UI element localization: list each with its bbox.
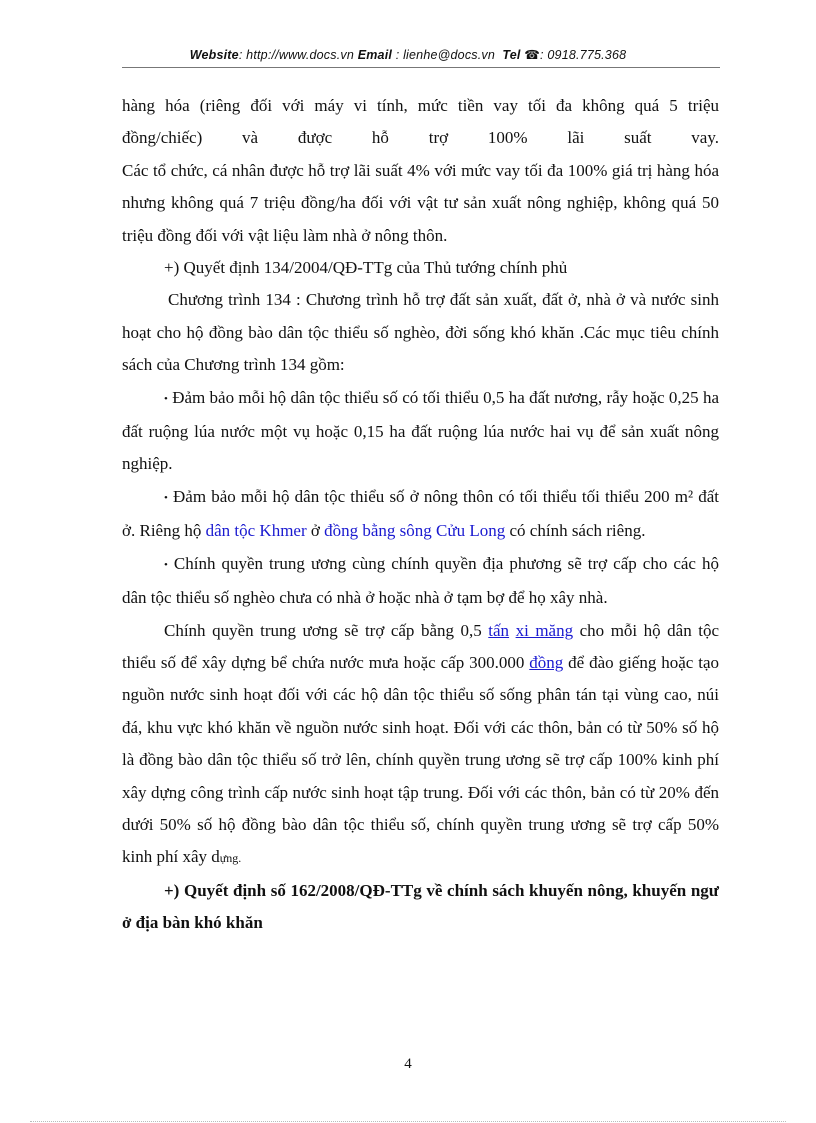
header-divider xyxy=(122,67,720,68)
email-label: Email xyxy=(357,48,393,62)
decision-162-heading: +) Quyết định số 162/2008/QĐ-TTg về chính sách khuyến nông, khuyến ngư ở địa bàn khó khăn xyxy=(122,880,719,933)
bullet-icon: • xyxy=(164,491,168,504)
bullet-2-text-mid: ở xyxy=(306,521,325,541)
tel-value: : 0918.775.368 xyxy=(540,48,627,62)
page-header xyxy=(0,47,816,62)
program-134-paragraph: Chương trình 134 : Chương trình hỗ trợ đất sản xuất, đất ở, nhà ở và nước sinh hoạt cho hộ đồng bào dân tộc thiểu số nghèo, đời sống khó khăn .Các mục tiêu chính sách của Chương trình 134 gồm: xyxy=(122,290,719,375)
link-dong[interactable]: đồng xyxy=(529,652,564,672)
bullet-3-text: Chính quyền trung ương cùng chính quyền địa phương sẽ trợ cấp cho các hộ dân tộc thiểu số nghèo chưa có nhà ở hoặc nhà ở tạm bợ để họ xây nhà. xyxy=(122,553,720,608)
bullet-1-text: Đảm bảo mỗi hộ dân tộc thiểu số có tối thiểu 0,5 ha đất nương, rẫy hoặc 0,25 ha đất ruộng lúa nước một vụ hoặc 0,15 ha đất ruộng lúa nước hai vụ để sản xuất nông nghiệp. xyxy=(122,387,719,474)
subsidy-text-end: để đào giếng hoặc tạo nguồn nước sinh hoạt đối với các hộ dân tộc thiểu số sống phân tán tại vùng cao, núi đá, khu vực khó khăn về nguồn nước sinh hoạt. Đối với các thôn, bản có từ 50% số hộ là đồng bào dân tộc thiểu số trở lên, chính quyền trung ương sẽ trợ cấp 100% kinh phí xây dựng công trình cấp nước sinh hoạt tập trung. Đối với các thôn, bản có từ 20% đến dưới 50% số hộ đồng bào dân tộc thiểu số, chính quyền trung ương sẽ trợ cấp 50% kinh phí x xyxy=(122,652,719,867)
bullet-icon: • xyxy=(164,392,168,405)
bullet-2-text-start: Đảm bảo mỗi hộ dân tộc thiểu số ở nông thôn có tối thiểu tối thiểu 200 m² đất ở. Riêng hộ xyxy=(122,486,719,541)
bullet-icon: • xyxy=(164,558,168,571)
bullet-item-2 xyxy=(122,481,719,548)
bullet-item-3 xyxy=(122,548,719,615)
bullet-item-1 xyxy=(122,382,719,481)
footer-divider xyxy=(30,1121,786,1122)
link-dong-bang-song-cuu-long[interactable]: đồng bằng sông Cửu Long xyxy=(324,521,506,541)
link-tan[interactable]: tấn xyxy=(488,620,510,640)
website-label: Website xyxy=(189,48,239,62)
email-value: : lienhe@docs.vn xyxy=(395,48,496,62)
subsidy-paragraph xyxy=(122,615,719,875)
decision-134-heading: +) Quyết định 134/2004/QĐ-TTg của Thủ tướng chính phủ xyxy=(164,258,568,278)
subsidy-text-mid: cho mỗi hộ dân tộc thiểu số để xây dựng bể chứa nước mưa hoặc cấp 300.000 xyxy=(122,620,720,672)
tel-label: Tel xyxy=(502,48,521,62)
page-number: 4 xyxy=(404,1056,412,1072)
website-value: : http://www.docs.vn xyxy=(238,48,354,62)
link-dan-toc-khmer[interactable]: dân tộc Khmer xyxy=(205,521,307,541)
subsidy-text-tail-small: ựng. xyxy=(219,851,242,866)
document-body xyxy=(122,90,719,940)
subsidy-text-start: Chính quyền trung ương sẽ trợ cấp bằng 0,5 xyxy=(164,620,489,640)
para1-line1: hàng hóa (riêng đối với máy vi tính, mức tiền vay tối đa không quá 5 triệu xyxy=(122,96,719,115)
subsidy-text-tail: ây d xyxy=(190,847,220,867)
link-xi-mang[interactable]: xi măng xyxy=(515,620,574,640)
para1-line2: đồng/chiếc) và được hỗ trợ 100% lãi suất vay. xyxy=(122,128,719,148)
para1-rest: Các tổ chức, cá nhân được hỗ trợ lãi suất 4% với mức vay tối đa 100% giá trị hàng hóa nhưng không quá 7 triệu đồng/ha đối với vật tư sản xuất nông nghiệp, không quá 50 triệu đồng đối với vật liệu làm nhà ở nông thôn. xyxy=(122,160,719,245)
phone-icon: ☎ xyxy=(524,48,541,62)
bullet-2-text-end: có chính sách riêng. xyxy=(505,521,646,541)
